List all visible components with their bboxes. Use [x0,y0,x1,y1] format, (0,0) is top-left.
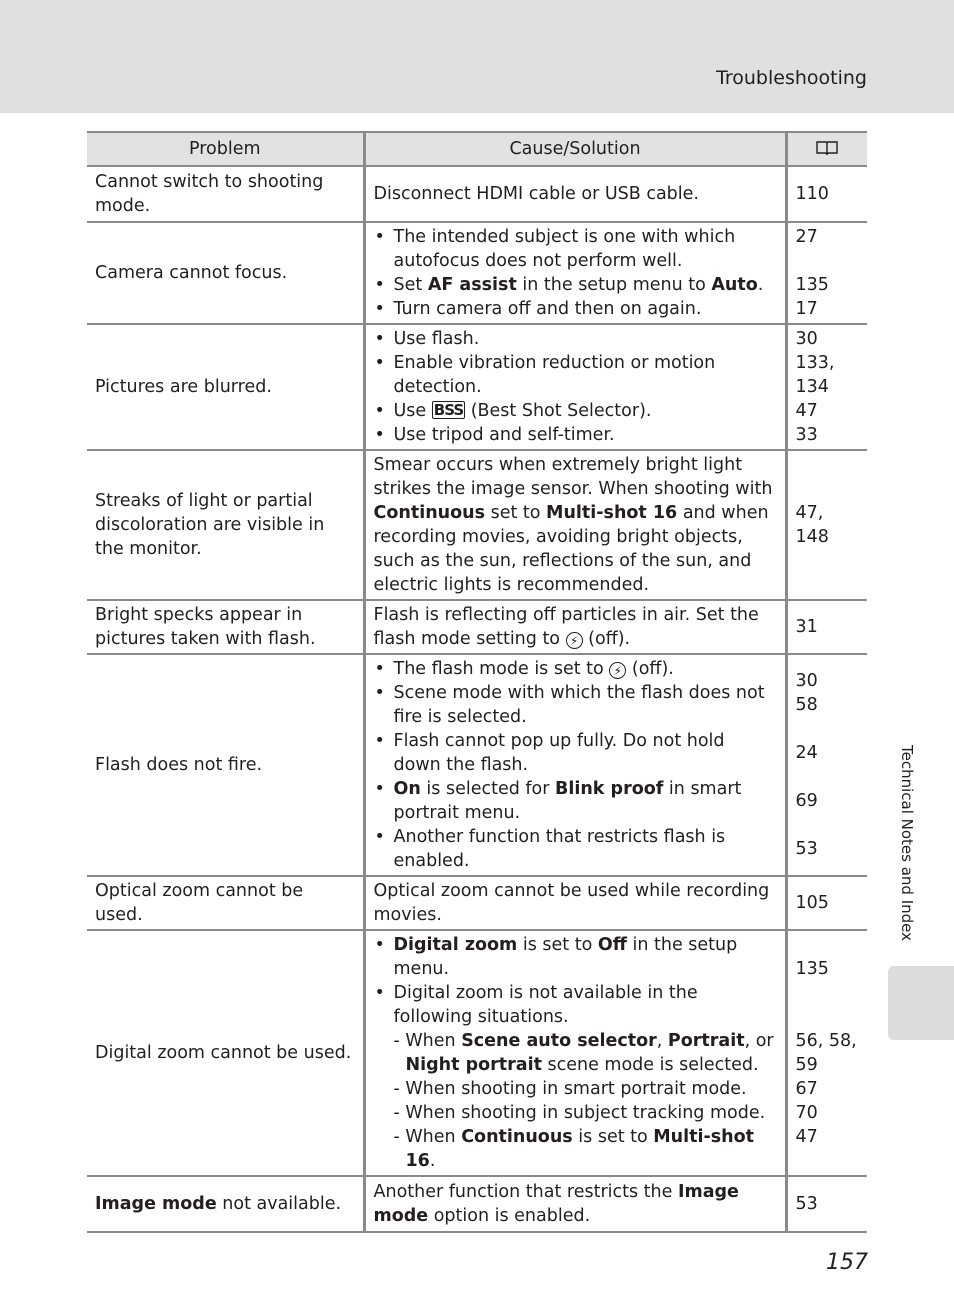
list-item: • Digital zoom is not available in the following situations. [374,981,777,1029]
list-item: • Scene mode with which the flash does not fire is selected. [374,681,777,729]
problem-cell: Camera cannot focus. [87,222,364,324]
cause-cell: Flash is reflecting off particles in air. Set the flash mode setting to ⚡ (off). [364,600,786,654]
col-header-page-ref [786,132,867,166]
list-item: • The flash mode is set to ⚡ (off). [374,657,777,681]
table-row [87,166,867,222]
problem-cell: Cannot switch to shooting mode. [87,166,364,222]
page-ref-cell: 31 [786,600,867,654]
page-ref-cell: 47, 148 [786,450,867,600]
problem-cell: Image mode not available. [87,1176,364,1232]
troubleshooting-table [87,131,867,1233]
problem-cell: Digital zoom cannot be used. [87,930,364,1176]
table-row [87,654,867,876]
page-number: 157 [826,1250,868,1275]
problem-cell: Streaks of light or partial discoloration are visible in the monitor. [87,450,364,600]
list-item: • Use BSS (Best Shot Selector). [374,399,777,423]
table-row [87,876,867,930]
list-item: • Enable vibration reduction or motion detection. [374,351,777,399]
list-item: • Another function that restricts flash is enabled. [374,825,777,873]
book-reference-icon [815,139,839,155]
cause-cell [364,222,786,324]
list-item: • Flash cannot pop up fully. Do not hold down the flash. [374,729,777,777]
page-ref-cell: 27 135 17 [786,222,867,324]
col-header-problem: Problem [87,132,364,166]
list-item: • Turn camera off and then on again. [374,297,777,321]
page-ref-cell: 30 58 24 69 53 [786,654,867,876]
sub-list-item: - When shooting in smart portrait mode. [393,1079,747,1099]
list-item: • Use tripod and self-timer. [374,423,777,447]
cause-cell: Disconnect HDMI cable or USB cable. [364,166,786,222]
table-header-row [87,132,867,166]
problem-cell: Optical zoom cannot be used. [87,876,364,930]
header-band [0,0,954,113]
cause-cell [364,930,786,1176]
chapter-tab [888,966,954,1040]
list-item: • Digital zoom is set to Off in the setup menu. [374,933,777,981]
list-item: • Set AF assist in the setup menu to Auto. [374,273,777,297]
sub-list-item: - When Scene auto selector, Portrait, or Night portrait scene mode is selected. [393,1031,774,1075]
col-header-cause: Cause/Solution [364,132,786,166]
list-item: • The intended subject is one with which autofocus does not perform well. [374,225,777,273]
flash-off-icon: ⚡ [566,632,583,649]
sub-list-item: - When Continuous is set to Multi-shot 16. [393,1127,755,1171]
section-title: Troubleshooting [716,67,867,89]
cause-cell: Optical zoom cannot be used while recording movies. [364,876,786,930]
list-item: • Use flash. [374,327,777,351]
page-ref-cell: 110 [786,166,867,222]
page-ref-cell: 105 [786,876,867,930]
sub-list-item: - When shooting in subject tracking mode. [393,1103,766,1123]
table-row [87,324,867,450]
cause-cell: Smear occurs when extremely bright light strikes the image sensor. When shooting with Continuous set to Multi-shot 16 and when recording movies, avoiding bright objects, such as the sun, reflections of the sun, and electric lights is recommended. [364,450,786,600]
page-ref-cell: 53 [786,1176,867,1232]
problem-cell: Flash does not fire. [87,654,364,876]
table-row [87,930,867,1176]
sub-list [374,1029,777,1173]
table-row [87,600,867,654]
table-row [87,1176,867,1232]
cause-cell: Another function that restricts the Image mode option is enabled. [364,1176,786,1232]
page-ref-cell: 135 56, 58, 59 67 70 47 [786,930,867,1176]
table-row [87,222,867,324]
cause-cell [364,654,786,876]
bss-mode-icon: BSS [433,401,464,419]
problem-cell: Pictures are blurred. [87,324,364,450]
chapter-label: Technical Notes and Index [898,744,916,942]
table-row [87,450,867,600]
cause-cell [364,324,786,450]
page-ref-cell: 30 133, 134 47 33 [786,324,867,450]
flash-off-icon: ⚡ [609,662,626,679]
list-item: • On is selected for Blink proof in smart portrait menu. [374,777,777,825]
problem-cell: Bright specks appear in pictures taken with flash. [87,600,364,654]
